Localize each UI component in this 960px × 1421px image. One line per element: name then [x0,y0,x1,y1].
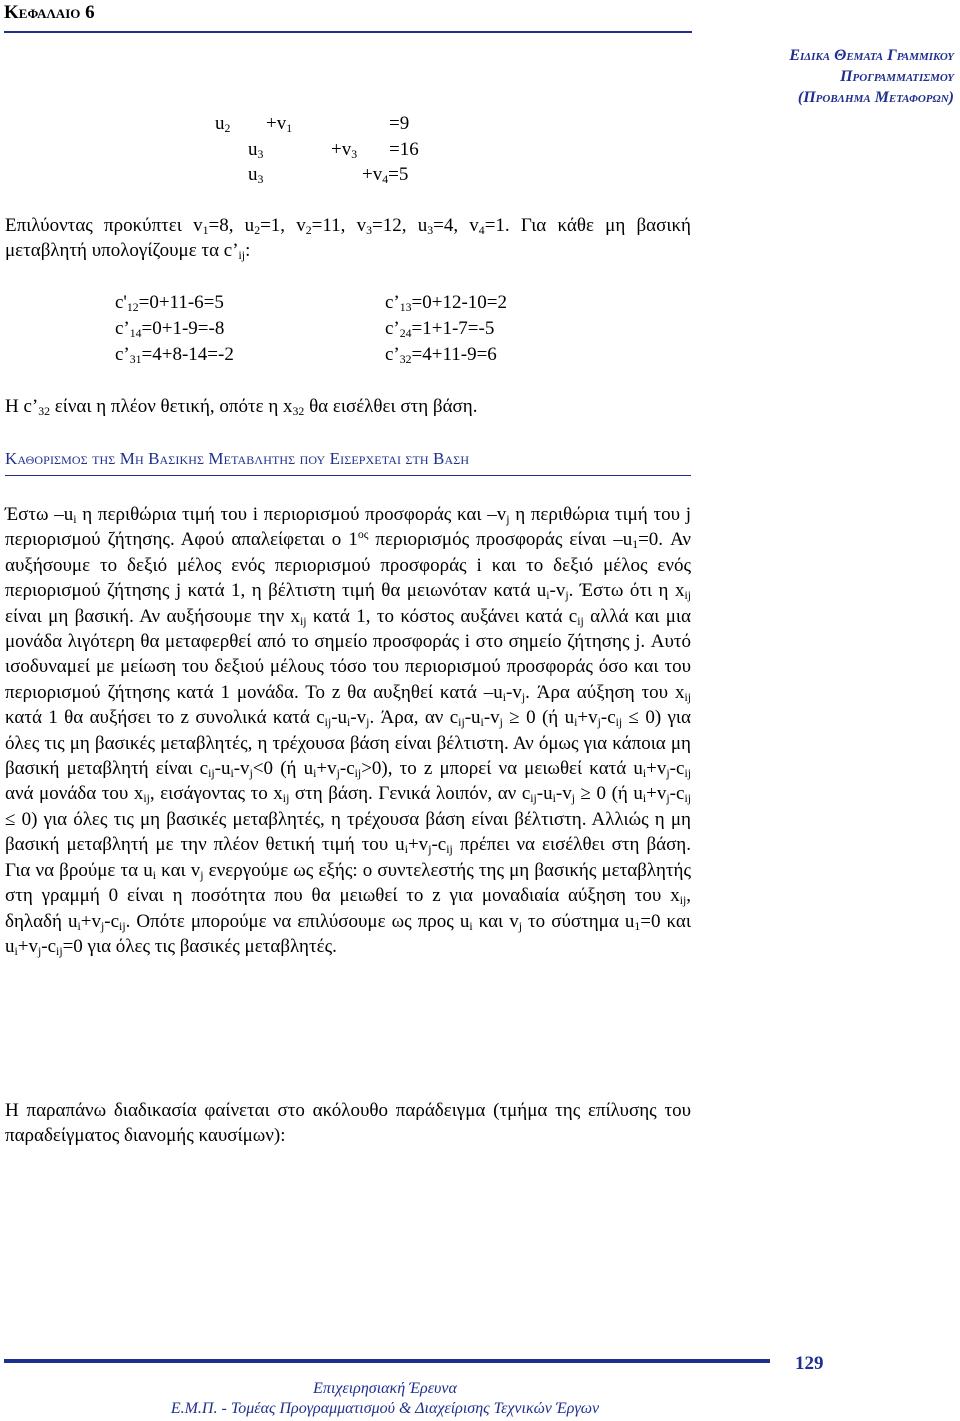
final-paragraph: Η παραπάνω διαδικασία φαίνεται στο ακόλουθο παράδειγμα (τμήμα της επίλυσης του παραδείγματος διανομής καυσίμων): [5,1100,691,1147]
system-row-1: $u_2$ [215,113,231,135]
system-row-1-rhs: =9 [389,113,410,134]
header-rule [4,31,692,33]
section-rule [5,475,691,476]
reduced-cost-32: $c’_{32}=4+11-9=6$ [385,344,497,366]
section-heading: Καθορισμος της Μη Βασικης Μεταβλητης που Εισερχεται στη Βαση [5,449,470,468]
footer-course: Επιχειρησιακή Έρευνα [313,1380,457,1397]
chapter-label: Κεφαλαιο 6 [4,2,95,23]
system-row-2-v: $+v_3$ [331,139,358,161]
system-row-3: $u_3$ [248,164,264,186]
reduced-cost-24: $c’_{24}=1+1-7=-5$ [385,318,495,340]
running-title-line: (Προβλημα Μεταφορων) [797,89,954,106]
solution-paragraph: Επιλύοντας προκύπτει $v_1=8$, $u_2=1$, $v_2=11$, $v_3=12$, $u_3=4$, $v_4=1$. Για κάθε μη βασική μεταβλητή υπολογίζουμε τα $c’_{ij}$: [5,215,691,263]
system-row-1-v: $+v_1$ [266,113,293,135]
page-number: 129 [795,1353,824,1374]
system-row-3-v: $+v_4=5$ [362,164,409,186]
reduced-cost-12: $c'_{12}=0+11-6=5$ [115,292,224,314]
system-row-2-rhs: =16 [389,139,419,160]
conclusion-sentence: Η $c’_{32}$ είναι η πλέον θετική, οπότε η $x_{32}$ θα εισέλθει στη βάση. [5,396,478,418]
running-title-line: Προγραμματισμου [840,68,954,85]
system-row-2: $u_3$ [248,139,264,161]
running-title [789,45,954,108]
footer-department: Ε.Μ.Π. - Τομέας Προγραμματισμού & Διαχείρισης Τεχνικών Έργων [170,1400,600,1417]
body-paragraph: Έστω $-u_i$ η περιθώρια τιμή του i περιορισμού προσφοράς και $-v_j$ η περιθώρια τιμή του j περιορισμού ζήτησης. Αφού απαλείφεται ο $1^{o\varsigma}$ περιορισμός προσφοράς είναι $-u_1=0$. Αν αυξήσουμε το δεξιό μέλος ενός περιορισμού προσφοράς i και το δεξιό μέλος ενός περιορισμού ζήτησης j κατά 1, η βέλτιστη τιμή θα μειωνόταν κατά $u_i-v_j$. Έστω ότι η $x_{ij}$ είναι μη βασική. Αν αυξήσουμε την $x_{ij}$ κατά 1, το κόστος αυξάνει κατά $c_{ij}$ αλλά και μια μονάδα λιγότερη θα μεταφερθεί από το σημείο προσφοράς i στο σημείο ζήτησης j. Αυτό ισοδυναμεί με μείωση του δεξιού μέλους τόσο του περιορισμού προσφοράς όσο και του περιορισμού ζήτησης κατά 1 μονάδα. Το z θα αυξηθεί κατά $-u_i-v_j$. Άρα αύξηση του $x_{ij}$ κατά 1 θα αυξήσει το z συνολικά κατά $c_{ij}-u_i-v_j$. Άρα, αν $c_{ij}-u_i-v_j \ge 0$ (ή $u_i+v_j-c_{ij} \le 0$) για όλες τις μη βασικές μεταβλητές, η τρέχουσα βάση είναι βέλτιστη. Αν όμως για κάποια μη βασική μεταβλητή είναι $c_{ij}-u_i-v_j<0$ (ή $u_i+v_j-c_{ij}>0$), το z μπορεί να μειωθεί κατά $u_i+v_j-c_{ij}$ ανά μονάδα του $x_{ij}$, εισάγοντας το $x_{ij}$ στη βάση. Γενικά λοιπόν, αν $c_{ij}-u_i-v_j \ge 0$ (ή $u_i+v_j-c_{ij} \le 0$) για όλες τις μη βασικές μεταβλητές, η τρέχουσα βάση είναι βέλτιστη. Αλλιώς η μη βασική μεταβλητή με την πλέον θετική τιμή του $u_i+v_j-c_{ij}$ πρέπει να εισέλθει στη βάση. Για να βρούμε τα $u_i$ και $v_j$ ενεργούμε ως εξής: ο συντελεστής της μη βασικής μεταβλητής στη γραμμή 0 είναι η ποσότητα που θα μειωθεί το z για μοναδιαία αύξηση του $x_{ij}$, δηλαδή $u_i+v_j-c_{ij}$. Οπότε μπορούμε να επιλύσουμε ως προς $u_i$ και $v_j$ το σύστημα $u_1=0$ και $u_i+v_j-c_{ij}=0$ για όλες τις βασικές μεταβλητές. [5,504,692,958]
reduced-cost-31: $c’_{31}=4+8-14=-2$ [115,344,234,366]
reduced-cost-13: $c’_{13}=0+12-10=2$ [385,292,508,314]
reduced-cost-14: $c’_{14}=0+1-9=-8$ [115,318,225,340]
running-title-line: Ειδικα Θεματα Γραμμικου [789,47,954,64]
footer-rule [4,1359,770,1363]
